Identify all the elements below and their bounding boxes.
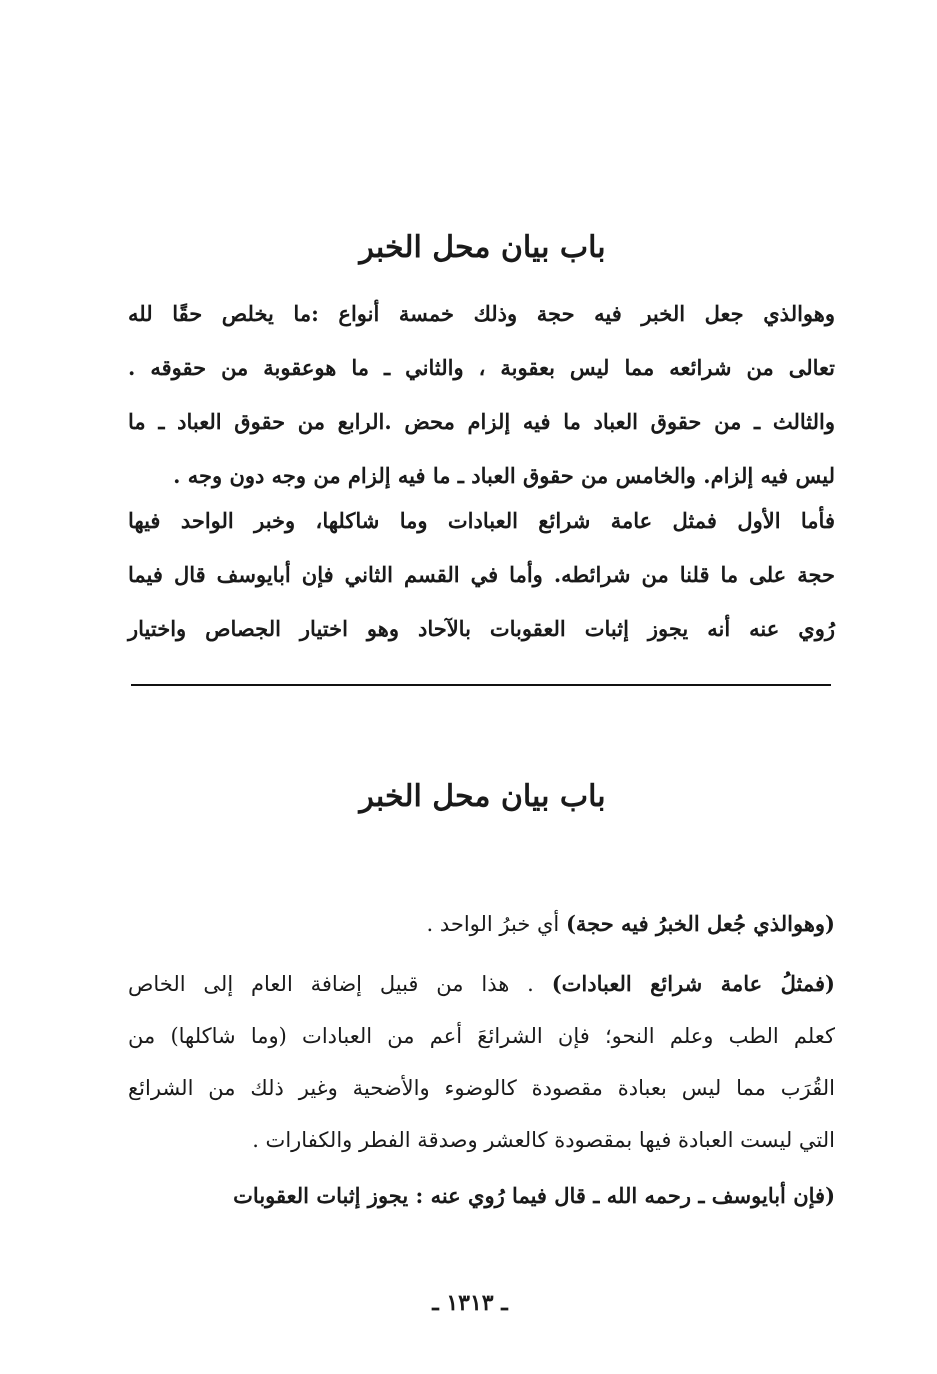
text-line: رُوي عنه أنه يجوز إثبات العقوبات بالآحاد وهو اختيار الجصاص واختيار	[128, 616, 835, 641]
quoted-text: (وهوالذي جُعل الخبرُ فيه حجة)	[565, 911, 835, 936]
text-line: ليس فيه إلزام. والخامس من حقوق العباد ـ ما فيه إلزام من وجه دون وجه .	[173, 463, 835, 488]
commentary-paragraph-3	[128, 1170, 835, 1222]
section-divider	[131, 684, 831, 686]
commentary-text: التي ليست العبادة فيها بمقصودة كالعشر وصدقة الفطر والكفارات .	[252, 1128, 835, 1152]
main-paragraph-1	[128, 287, 835, 503]
commentary-heading: باب بيان محل الخبر	[359, 779, 606, 814]
text-line: حجة على ما قلنا من شرائطه. وأما في القسم الثاني فإن أبايوسف قال فيما	[128, 562, 835, 587]
quoted-text: (فمثلُ عامة شرائع العبادات)	[551, 971, 835, 996]
text-line	[128, 1170, 835, 1222]
commentary-paragraph-1	[128, 898, 835, 950]
text-line	[128, 1062, 835, 1114]
commentary-text: . هذا من قبيل إضافة العام إلى الخاص	[128, 972, 552, 996]
commentary-text: أي خبرُ الواحد .	[426, 912, 566, 936]
text-line	[128, 1114, 835, 1166]
main-heading: باب بيان محل الخبر	[359, 230, 606, 265]
text-line	[128, 898, 835, 950]
text-line	[128, 958, 835, 1010]
text-line: والثالث ـ من حقوق العباد ما فيه إلزام محض .الرابع من حقوق العباد ـ ما	[128, 409, 835, 434]
page-number: ـ ١٣١٣ ـ	[432, 1290, 508, 1316]
main-paragraph-2	[128, 494, 835, 656]
commentary-text: كعلم الطب وعلم النحو؛ فإن الشرائعَ أعم من العبادات (وما شاكلها) من	[128, 1024, 835, 1048]
text-line: فأما الأول فمثل عامة شرائع العبادات وما شاكلها، وخبر الواحد فيها	[128, 508, 835, 533]
commentary-paragraph-2	[128, 958, 835, 1166]
text-line	[128, 1010, 835, 1062]
text-line: وهوالذي جعل الخبر فيه حجة وذلك خمسة أنواع :ما يخلص حقًا لله	[128, 301, 835, 326]
commentary-text: القُرَب مما ليس بعبادة مقصودة كالوضوء والأضحية وغير ذلك من الشرائع	[128, 1076, 835, 1100]
text-line: تعالى من شرائعه مما ليس بعقوبة ، والثاني ـ ما هوعقوبة من حقوقه .	[128, 355, 835, 380]
quoted-text: (فإن أبايوسف ـ رحمه الله ـ قال فيما رُوي عنه : يجوز إثبات العقوبات	[233, 1183, 835, 1208]
